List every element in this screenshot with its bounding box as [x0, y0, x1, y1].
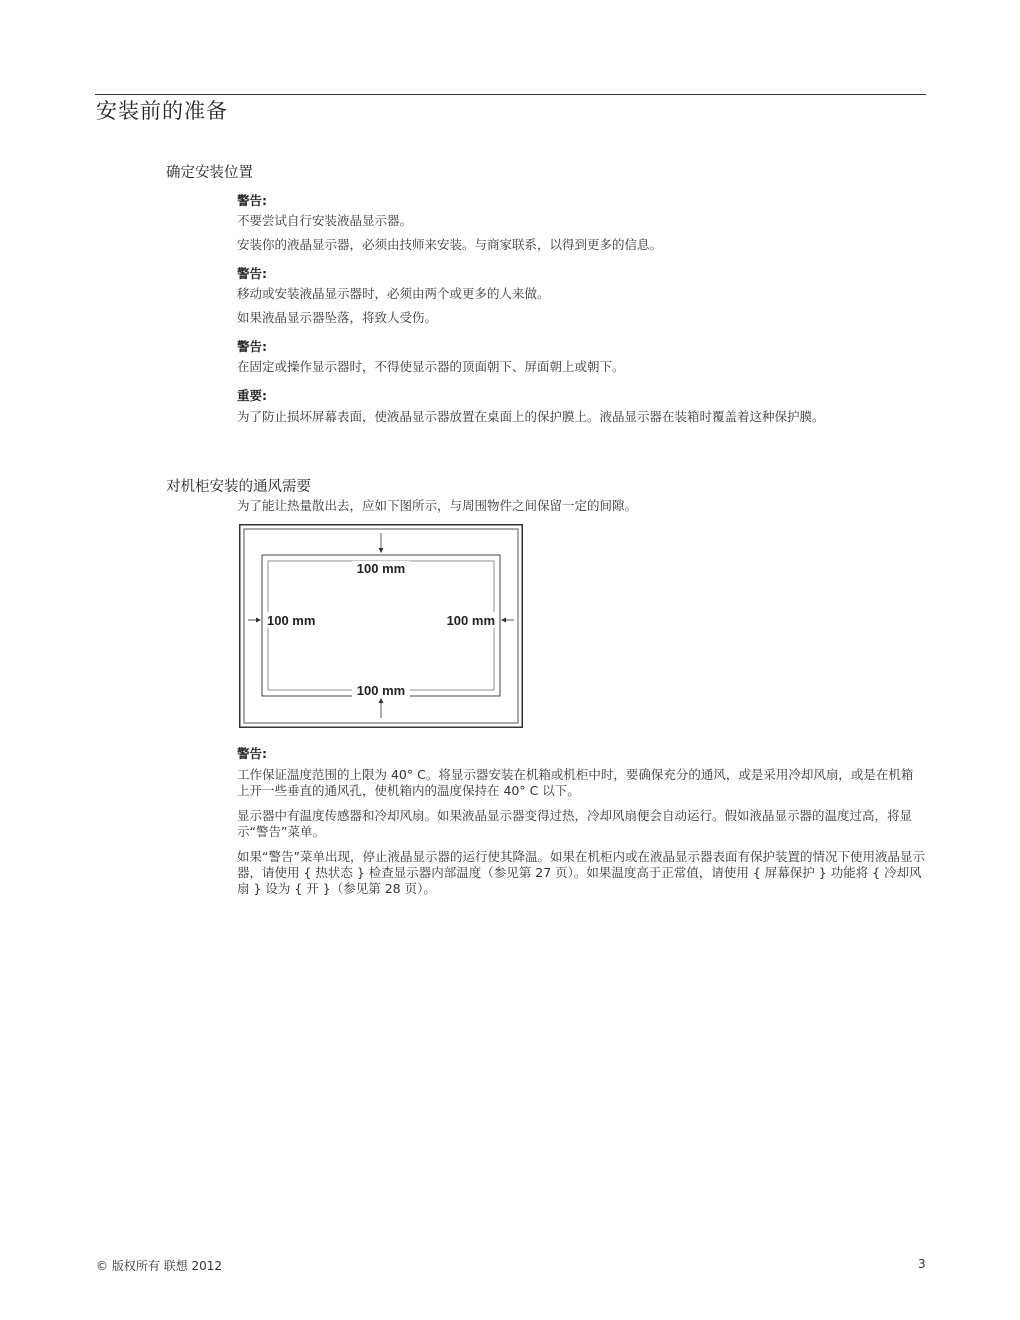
- warning-text: 安装你的液晶显示器，必须由技师来安装。与商家联系，以得到更多的信息。: [237, 237, 663, 252]
- right-clearance-label: 100 mm: [446, 613, 495, 628]
- temperature-warning-text: 工作保证温度范围的上限为 40° C。将显示器安装在机箱或机柜中时，要确保充分的通风，或是采用冷却风扇，或是在机箱上开一些垂直的通风孔，使机箱内的温度保持在 40° C 以下。: [237, 767, 914, 798]
- warning-text: 不要尝试自行安装液晶显示器。: [237, 213, 413, 228]
- clearance-diagram: [239, 524, 523, 728]
- page-title: 安装前的准备: [96, 99, 228, 123]
- footer-copyright: © 版权所有 联想 2012: [96, 1259, 222, 1273]
- page-number: 3: [918, 1257, 926, 1271]
- warning-label: 警告:: [237, 193, 267, 208]
- important-text: 为了防止损坏屏幕表面，使液晶显示器放置在桌面上的保护膜上。液晶显示器在装箱时覆盖着这种保护膜。: [237, 409, 825, 424]
- warning-text: 如果液晶显示器坠落，将致人受伤。: [237, 310, 438, 325]
- important-label: 重要:: [237, 388, 267, 403]
- section-heading-ventilation: 对机柜安装的通风需要: [166, 479, 311, 495]
- bottom-clearance-label: 100 mm: [356, 683, 406, 698]
- cooling-instructions-text: 如果“警告”菜单出现，停止液晶显示器的运行使其降温。如果在机柜内或在液晶显示器表面有保护装置的情况下使用液晶显示器，请使用 { 热状态 } 检查显示器内部温度（参见第 27 页）。如果温度高于正常值，请使用 { 屏幕保护 } 功能将 { 冷却风扇 } 设为 { 开 }（参见第 28 页）。: [237, 849, 925, 896]
- warning-text: 在固定或操作显示器时，不得使显示器的顶面朝下、屏面朝上或朝下。: [237, 359, 625, 374]
- ventilation-intro: 为了能让热量散出去，应如下图所示，与周围物件之间保留一定的间隙。: [237, 498, 638, 513]
- left-clearance-label: 100 mm: [267, 613, 316, 628]
- warning-label: 警告:: [237, 746, 267, 761]
- section-heading-install-location: 确定安装位置: [166, 165, 253, 181]
- top-clearance-label: 100 mm: [356, 561, 406, 576]
- sensor-info-text: 显示器中有温度传感器和冷却风扇。如果液晶显示器变得过热，冷却风扇便会自动运行。假如液晶显示器的温度过高，将显示“警告”菜单。: [237, 808, 913, 839]
- warning-label: 警告:: [237, 339, 267, 354]
- warning-text: 移动或安装液晶显示器时，必须由两个或更多的人来做。: [237, 286, 550, 301]
- warning-label: 警告:: [237, 266, 267, 281]
